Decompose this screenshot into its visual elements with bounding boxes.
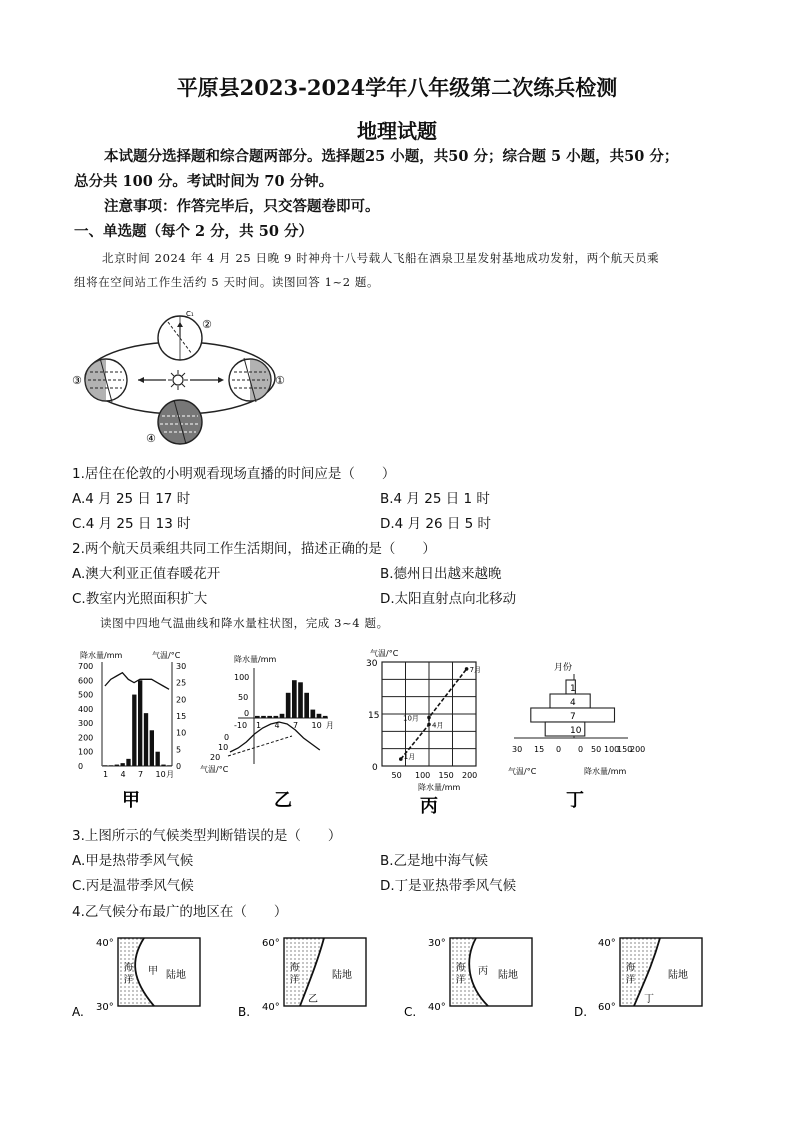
ding-right-tick: 200 <box>630 745 646 754</box>
orbit-label-3: ③ <box>72 374 82 387</box>
bing-y-tick-0: 0 <box>372 763 378 773</box>
exam-subtitle: 地理试题 <box>357 119 437 143</box>
map-option-c[interactable] <box>404 930 544 1022</box>
yi-precip-bar <box>286 693 291 718</box>
jia-left-tick: 500 <box>78 690 94 700</box>
jia-right-tick: 5 <box>176 745 182 755</box>
jia-x-tick: 7 <box>138 770 144 779</box>
yi-x-tick: 月 <box>325 721 334 730</box>
jia-right-tick: 20 <box>176 695 187 705</box>
chart-ding <box>504 656 646 816</box>
map-bottom-lat: 40° <box>428 1002 446 1013</box>
jia-precip-bar <box>132 695 136 766</box>
ding-right-tick: 100 <box>604 745 620 754</box>
yi-tick-50: 50 <box>238 693 249 702</box>
yi-x-tick: 1 <box>256 721 262 730</box>
map-top-lat: 30° <box>428 938 446 949</box>
earth-position-1 <box>229 358 271 402</box>
yi-precip-bar <box>304 693 309 718</box>
bing-x-tick: 200 <box>462 771 478 780</box>
map-option-d[interactable] <box>574 930 714 1022</box>
q3-option-a[interactable]: A.甲是热带季风气候 <box>72 853 194 869</box>
map-place-label: 丙 <box>478 966 488 977</box>
jia-precip-bar <box>161 765 165 766</box>
ding-month-label: 4 <box>570 698 576 708</box>
jia-precip-bar <box>144 713 148 766</box>
yi-precip-bar <box>292 680 297 718</box>
yi-top-title: 降水量/mm <box>234 655 277 664</box>
map-option-a[interactable] <box>72 930 212 1022</box>
q1-option-b[interactable]: B.4 月 25 日 1 时 <box>380 491 490 507</box>
map-place-label: 丁 <box>644 994 654 1005</box>
q2-option-d[interactable]: D.太阳直射点向北移动 <box>380 591 517 607</box>
bing-y-tick-15: 15 <box>368 711 380 721</box>
yi-temp-tick-0: 0 <box>224 733 230 742</box>
yi-temp-tick-20: 20 <box>210 753 221 762</box>
section-heading: 一、单选题（每个 2 分，共 50 分） <box>74 223 313 240</box>
bing-point <box>399 757 403 761</box>
question-1-stem: 1.居住在伦敦的小明观看现场直播的时间应是（ ） <box>72 466 396 482</box>
bing-x-title: 降水量/mm <box>418 783 461 792</box>
ding-month-label: 1 <box>570 684 576 694</box>
ding-left-title: 气温/°C <box>508 767 537 776</box>
jia-x-tick: 1 <box>103 770 109 779</box>
jia-precip-bar <box>167 765 171 766</box>
yi-tick-minus10: -10 <box>234 721 248 730</box>
jia-x-tick: 4 <box>120 770 126 779</box>
q1-option-d[interactable]: D.4 月 26 日 5 时 <box>380 516 491 532</box>
bing-x-tick: 150 <box>438 771 454 780</box>
map-land-label: 陆地 <box>166 970 186 981</box>
orbit-label-1: ① <box>275 374 285 387</box>
ding-left-tick: 0 <box>556 745 562 754</box>
bing-point-label: 7月 <box>469 665 482 674</box>
map-option-letter[interactable]: A. <box>72 1005 84 1019</box>
jia-precip-bar <box>126 759 130 766</box>
bing-point <box>427 716 431 720</box>
q2-option-b[interactable]: B.德州日出越来越晚 <box>380 566 502 582</box>
yi-precip-bar <box>280 714 285 718</box>
question-3-stem: 3.上图所示的气候类型判断错误的是（ ） <box>72 828 342 844</box>
chart-bing <box>364 646 494 816</box>
map-sea-label: 海洋 <box>124 963 134 985</box>
map-land-label: 陆地 <box>332 970 352 981</box>
bing-chart-name: 丙 <box>420 796 438 817</box>
jia-temp-line <box>105 673 169 690</box>
orbit-label-2: ② <box>202 318 212 331</box>
map-land-label: 陆地 <box>668 970 688 981</box>
jia-left-tick: 200 <box>78 733 94 743</box>
yi-dash-line <box>228 736 292 756</box>
bing-point-label: 1月 <box>403 753 416 762</box>
jia-left-tick: 600 <box>78 676 94 686</box>
ding-left-tick: 15 <box>534 745 545 754</box>
ding-right-tick: 0 <box>578 745 584 754</box>
yi-precip-bar <box>298 682 303 718</box>
jia-x-tick: 10 <box>155 770 166 779</box>
jia-precip-bar <box>150 730 154 766</box>
yi-precip-bar <box>323 716 328 718</box>
map-option-b[interactable] <box>238 930 378 1022</box>
map-place-label: 乙 <box>308 994 318 1005</box>
yi-precip-bar <box>261 716 266 718</box>
q3-option-b[interactable]: B.乙是地中海气候 <box>380 853 489 869</box>
passage-1-line-2: 组将在空间站工作生活约 5 天时间。读图回答 1~2 题。 <box>74 275 380 289</box>
jia-left-tick: 100 <box>78 747 94 757</box>
yi-temp-title: 气温/°C <box>200 765 229 774</box>
earth-position-4 <box>158 400 202 444</box>
yi-precip-bar <box>311 710 316 718</box>
q2-option-c[interactable]: C.教室内光照面积扩大 <box>72 591 208 607</box>
axis-label-c1: C₁ <box>186 310 194 318</box>
yi-x-tick: 4 <box>274 721 280 730</box>
map-sea-label: 海洋 <box>456 963 466 985</box>
map-sea-label: 海洋 <box>626 963 636 985</box>
q1-option-c[interactable]: C.4 月 25 日 13 时 <box>72 516 191 532</box>
jia-right-tick: 30 <box>176 662 187 671</box>
chart-yi <box>198 646 338 816</box>
question-4-stem: 4.乙气候分布最广的地区在（ ） <box>72 904 288 920</box>
passage-1-line-1: 北京时间 2024 年 4 月 25 日晚 9 时神舟十八号载人飞船在酒泉卫星发射基地成功发射，两个航天员乘 <box>102 251 660 265</box>
jia-right-tick: 15 <box>176 712 187 721</box>
intro-line-2: 总分共 100 分。考试时间为 70 分钟。 <box>74 173 334 190</box>
jia-precip-bar <box>156 752 160 766</box>
map-top-lat: 40° <box>96 938 114 949</box>
yi-chart-name: 乙 <box>274 790 292 811</box>
yi-precip-bar <box>274 716 279 718</box>
jia-right-tick: 25 <box>176 678 187 688</box>
map-place-label: 甲 <box>148 966 158 977</box>
bing-point <box>465 667 469 671</box>
jia-x-tick: 月 <box>166 770 175 779</box>
map-top-lat: 40° <box>598 938 616 949</box>
yi-x-tick: 7 <box>293 721 299 730</box>
bing-point-label: 4月 <box>432 721 444 730</box>
jia-left-tick: 400 <box>78 704 94 714</box>
yi-precip-bar <box>255 716 260 718</box>
jia-precip-bar <box>115 765 119 766</box>
sun-icon <box>168 370 188 390</box>
jia-left-tick: 0 <box>78 762 84 771</box>
question-2-stem: 2.两个航天员乘组共同工作生活期间，描述正确的是（ ） <box>72 541 436 557</box>
yi-precip-bar <box>317 714 322 718</box>
jia-left-tick: 300 <box>78 719 94 729</box>
notice: 注意事项：作答完毕后，只交答题卷即可。 <box>104 198 380 215</box>
earth-position-2 <box>158 316 202 360</box>
exam-title: 平原县2023-2024学年八年级第二次练兵检测 <box>176 75 618 100</box>
bing-y-title: 气温/°C <box>370 649 399 658</box>
orbit-label-4: ④ <box>146 432 156 445</box>
map-top-lat: 60° <box>262 938 280 949</box>
jia-left-tick: 700 <box>78 662 94 671</box>
jia-precip-bar <box>109 765 113 766</box>
map-land-label: 陆地 <box>498 970 518 981</box>
map-bottom-lat: 60° <box>598 1002 616 1013</box>
earth-orbit-diagram <box>68 308 298 448</box>
bing-point-label: 10月 <box>403 714 419 723</box>
intro-line-1: 本试题分选择题和综合题两部分。选择题25 小题，共50 分；综合题 5 小题，共50 分； <box>104 148 679 165</box>
q3-option-c[interactable]: C.丙是温带季风气候 <box>72 878 194 894</box>
passage-2: 读图中四地气温曲线和降水量柱状图，完成 3~4 题。 <box>100 616 389 630</box>
bing-point <box>427 723 431 727</box>
ding-right-tick: 150 <box>617 745 633 754</box>
yi-tick-0: 0 <box>244 709 250 718</box>
map-sea-label: 海洋 <box>290 963 300 985</box>
jia-precip-bar <box>121 763 125 766</box>
earth-position-3 <box>85 358 127 402</box>
bing-x-tick: 50 <box>391 771 402 780</box>
yi-x-tick: 10 <box>311 721 322 730</box>
jia-right-tick: 0 <box>176 762 182 771</box>
ding-right-tick: 50 <box>591 745 602 754</box>
bing-y-tick-30: 30 <box>366 659 378 669</box>
map-option-letter[interactable]: B. <box>238 1005 251 1019</box>
chart-jia <box>76 646 196 816</box>
ding-left-tick: 30 <box>512 745 523 754</box>
bing-x-tick: 100 <box>415 771 431 780</box>
q1-option-a[interactable]: A.4 月 25 日 17 时 <box>72 491 191 507</box>
jia-chart-name: 甲 <box>122 790 140 811</box>
map-option-letter[interactable]: D. <box>574 1005 588 1019</box>
yi-precip-bar <box>267 716 272 718</box>
q2-option-a[interactable]: A.澳大利亚正值春暖花开 <box>72 566 221 582</box>
jia-right-title: 气温/°C <box>152 651 181 660</box>
ding-month-label: 7 <box>570 712 576 722</box>
q3-option-d[interactable]: D.丁是亚热带季风气候 <box>380 878 517 894</box>
map-option-letter[interactable]: C. <box>404 1005 417 1019</box>
jia-precip-bar <box>138 680 142 766</box>
map-bottom-lat: 30° <box>96 1002 114 1013</box>
ding-top-label: 月份 <box>554 663 573 673</box>
jia-left-title: 降水量/mm <box>80 651 123 660</box>
yi-tick-100: 100 <box>234 673 250 682</box>
ding-chart-name: 丁 <box>566 790 584 811</box>
ding-right-title: 降水量/mm <box>584 767 627 776</box>
yi-temp-tick-10: 10 <box>218 743 229 752</box>
map-bottom-lat: 40° <box>262 1002 280 1013</box>
jia-right-tick: 10 <box>176 728 187 738</box>
jia-precip-bar <box>103 765 107 766</box>
ding-month-label: 10 <box>570 726 582 736</box>
